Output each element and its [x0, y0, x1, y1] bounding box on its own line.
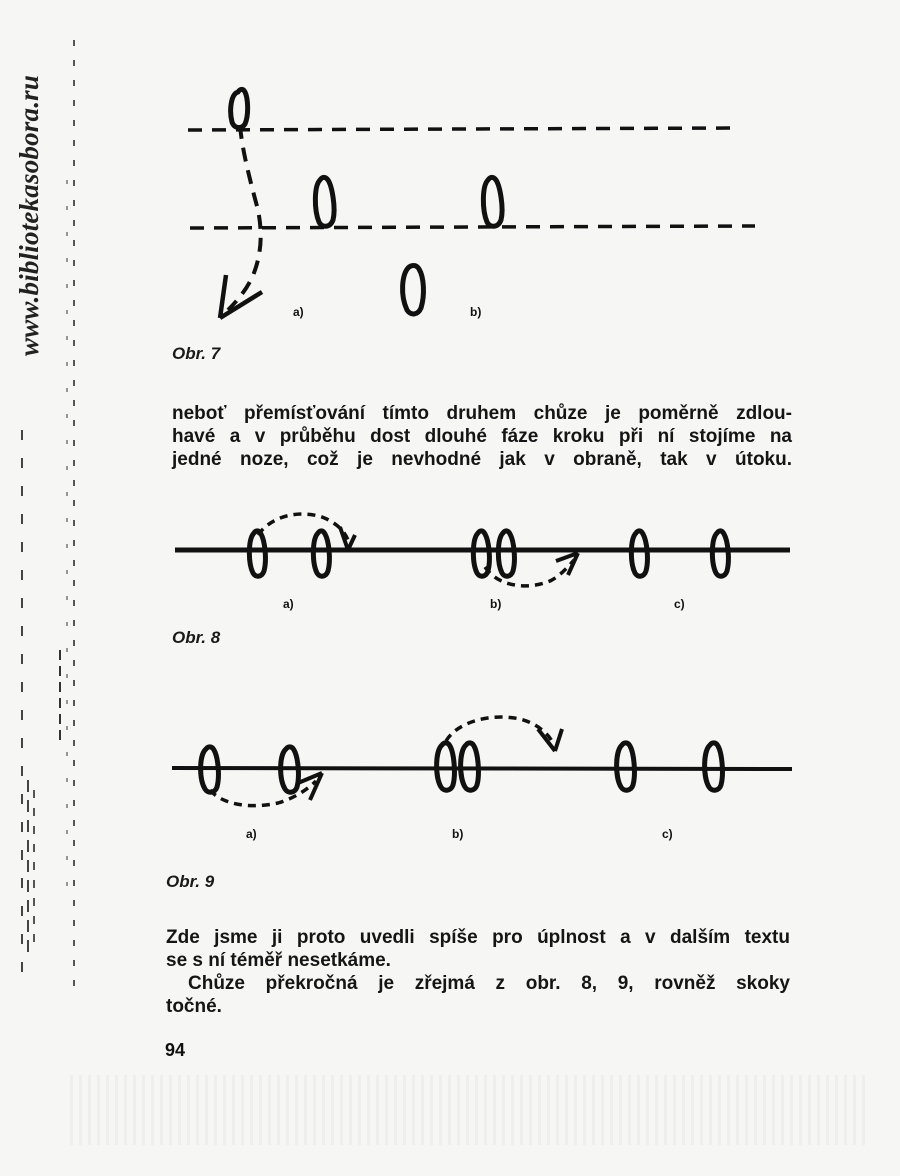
fig9-a-arc: [210, 781, 316, 806]
fig7-lower-line: [190, 226, 755, 228]
fig8-caption: Obr. 8: [172, 628, 221, 647]
fig9-baseline: [172, 768, 792, 769]
figure-8-diagram: [0, 505, 900, 615]
figure-7: [0, 70, 900, 340]
figure-9-diagram: [0, 705, 900, 835]
text-line: točné.: [166, 996, 222, 1017]
footprint-4: [403, 266, 424, 314]
footprint-c1: [617, 743, 635, 790]
footprint-c2: [712, 531, 728, 576]
paragraph-3: [166, 972, 790, 1018]
footprint-a2: [313, 531, 329, 576]
text-line: Zde jsme ji proto uvedli spíše pro úplnost a v dalším textu: [166, 927, 790, 948]
fig8-a-arc: [258, 514, 348, 540]
text-line: se s ní téměř nesetkáme.: [166, 950, 391, 971]
scan-noise: [70, 1075, 870, 1145]
footprint-1: [231, 89, 248, 127]
fig9-label-b: b): [452, 827, 464, 841]
footprint-2: [315, 177, 334, 226]
watermark-text: www.bibliotekasobora.ru: [14, 74, 45, 356]
footprint-a1: [249, 531, 265, 576]
fig9-label-c: c): [662, 827, 673, 841]
fig7-caption: Obr. 7: [172, 344, 221, 363]
fig8-label-a: a): [283, 597, 294, 611]
page-number: 94: [165, 1040, 186, 1060]
fig8-label-c: c): [674, 597, 685, 611]
paragraph-2: [166, 926, 790, 972]
footprint-3: [483, 177, 502, 226]
fig8-b-arrowhead: [556, 553, 578, 575]
figure-9: [0, 705, 900, 841]
fig9-caption: Obr. 9: [166, 872, 215, 891]
fig9-label-a: a): [246, 827, 257, 841]
fig8-label-b: b): [490, 597, 502, 611]
text-line: Chůze překročná je zřejmá z obr. 8, 9, rovněž skoky: [188, 973, 790, 994]
text-line: havé a v průběhu dost dlouhé fáze kroku při ní stojíme na: [172, 426, 792, 447]
figure-7-diagram: [0, 70, 900, 340]
text-line: neboť přemísťování tímto druhem chůze je poměrně zdlou-: [172, 403, 792, 424]
figure-8: [0, 505, 900, 615]
footprint-c2: [705, 743, 723, 790]
fig7-label-a: a): [293, 305, 304, 319]
paragraph-1: [172, 402, 792, 471]
fig9-a-arrowhead: [298, 773, 322, 800]
fig7-label-b: b): [470, 305, 482, 319]
fig7-path: [228, 125, 261, 310]
text-line: jedné noze, což je nevhodné jak v obraně, tak v útoku.: [172, 449, 792, 470]
footprint-c1: [631, 531, 647, 576]
fig7-upper-line: [188, 128, 740, 130]
fig7-arrowhead: [220, 275, 262, 318]
footprint-b2: [498, 531, 514, 576]
